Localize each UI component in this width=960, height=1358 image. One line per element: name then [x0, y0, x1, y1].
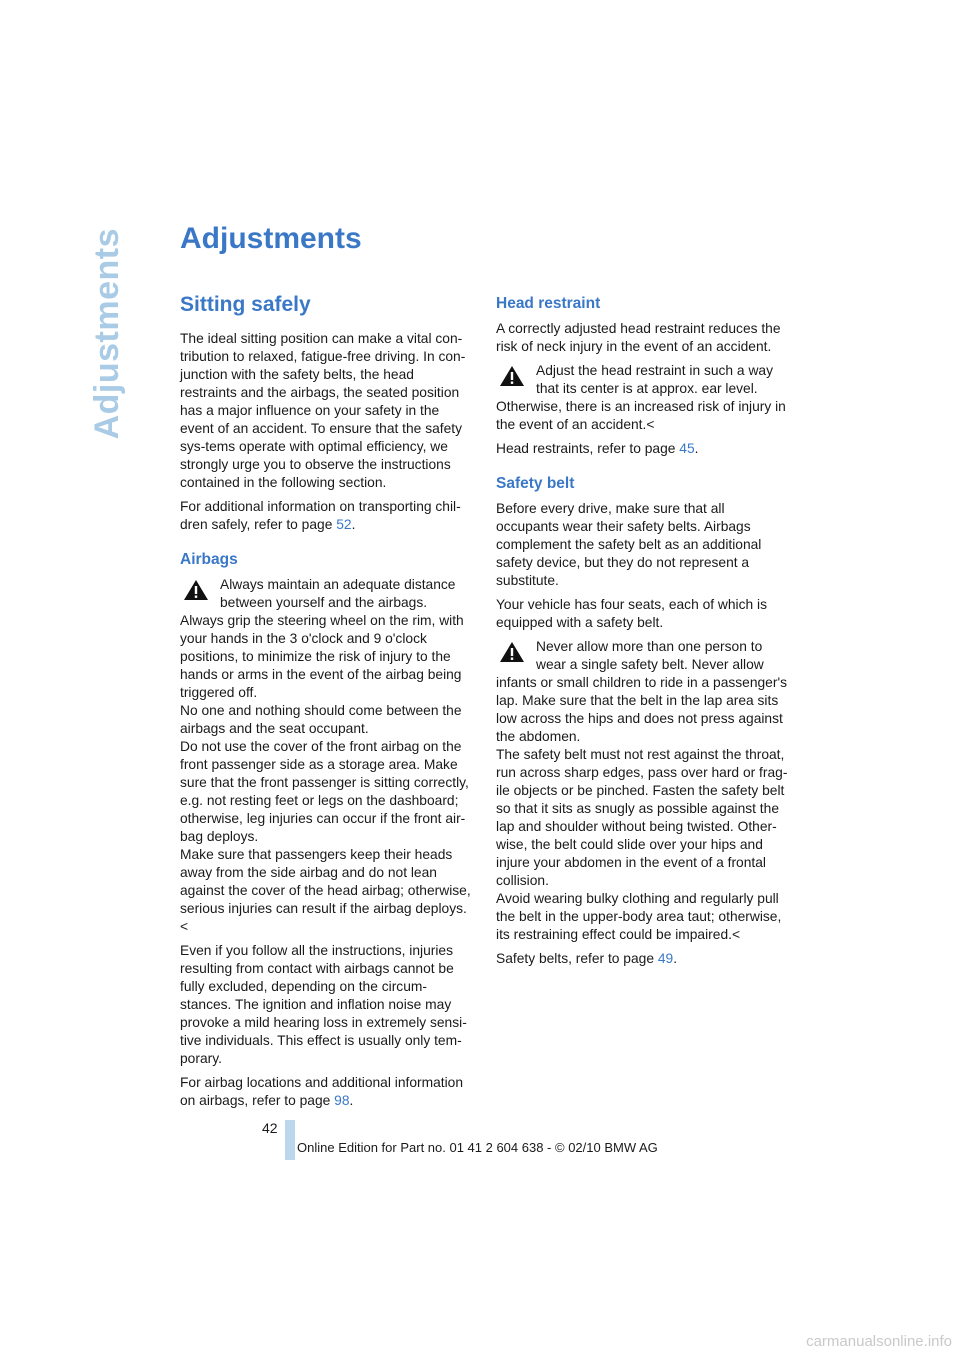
- reference-end: .: [351, 517, 356, 532]
- watermark: carmanualsonline.info: [806, 1333, 952, 1350]
- safety-belt-warning-line-2: The safety belt must not rest against the throat, run across sharp edges, pass over hard or frag-ile objects or be pinched. Fasten the safety belt so that it sits as snugly as possible against the lap and shoulder without being twisted. Other-wise, the belt could slide over your hips and injure your abdomen in the event of a frontal collision.: [496, 747, 788, 888]
- page-link-52[interactable]: 52: [336, 517, 352, 532]
- right-column: [496, 294, 789, 974]
- page-link-98[interactable]: 98: [334, 1093, 350, 1108]
- head-restraint-paragraph: A correctly adjusted head restraint reduces the risk of neck injury in the event of an accident.: [496, 321, 781, 354]
- safety-belt-warning-line-3: Avoid wearing bulky clothing and regularly pull the belt in the upper-body area taut; otherwise, its restraining effect could be impaired.<: [496, 891, 782, 942]
- reference-text: Head restraints, refer to page: [496, 441, 680, 456]
- child-safety-reference: [180, 498, 473, 534]
- page-title: Adjustments: [180, 222, 362, 255]
- head-restraint-reference: [496, 440, 789, 458]
- safety-belt-paragraph-1: Before every drive, make sure that all occupants wear their safety belts. Airbags complement the safety belt as an additional safety device, but they do not represent a substitute.: [496, 501, 762, 588]
- reference-end: .: [349, 1093, 354, 1108]
- footer-edition-text: Online Edition for Part no. 01 41 2 604 638 - © 02/10 BMW AG: [297, 1140, 658, 1155]
- safety-belt-warning: [496, 638, 789, 944]
- chapter-side-tab: Adjustments: [88, 228, 126, 440]
- page-number: 42: [262, 1120, 278, 1136]
- safety-belt-warning-line-1: Never allow more than one person to wear a single safety belt. Never allow infants or small children to ride in a passenger's lap. Make sure that the belt in the lap area sits low across the hips and does not press against the abdomen.: [496, 639, 787, 744]
- page-link-49[interactable]: 49: [657, 951, 674, 966]
- warning-triangle-icon: [498, 364, 526, 388]
- warning-triangle-icon: [182, 578, 210, 602]
- sitting-intro-paragraph: The ideal sitting position can make a vital con-tribution to relaxed, fatigue-free driving. In con-junction with the safety belts, the head restraints and the airbags, the seated position has a major influence on your safety in the event of an accident. To ensure that the safety sys-tems operate with optimal efficiency, we strongly urge you to observe the instructions contained in the following section.: [180, 331, 466, 490]
- reference-end: .: [694, 441, 699, 456]
- safety-belt-paragraph-2: Your vehicle has four seats, each of which is equipped with a safety belt.: [496, 597, 767, 630]
- page-link-45[interactable]: 45: [679, 441, 695, 456]
- reference-text: Safety belts, refer to page: [496, 951, 658, 966]
- airbags-location-reference: [180, 1074, 473, 1110]
- reference-end: .: [673, 951, 678, 966]
- reference-text: For additional information on transporting chil-dren safely, refer to page: [180, 499, 461, 532]
- subheading-airbags: Airbags: [180, 551, 238, 568]
- subheading-head-restraint: Head restraint: [496, 295, 601, 312]
- left-column: [180, 292, 473, 1116]
- footer-accent-bar: [285, 1120, 295, 1160]
- airbags-warning-line-4: Make sure that passengers keep their heads away from the side airbag and do not lean against the cover of the head airbag; otherwise, serious injuries can result if the airbag deploys.<: [180, 847, 471, 934]
- airbags-injury-paragraph: Even if you follow all the instructions, injuries resulting from contact with airbags cannot be fully excluded, depending on the circum-stances. The ignition and inflation noise may provoke a mild hearing loss in extremely sensi-tive individuals. This effect is usually only tem-porary.: [180, 943, 467, 1066]
- airbags-warning: [180, 576, 473, 936]
- warning-triangle-icon: [498, 640, 526, 664]
- airbags-warning-line-1: Always maintain an adequate distance between yourself and the airbags. Always grip the steering wheel on the rim, with your hands in the 3 o'clock and 9 o'clock positions, to minimize the risk of injury to the hands or arms in the event of the airbag being triggered off.: [180, 577, 464, 700]
- head-restraint-warning: [496, 362, 789, 434]
- safety-belt-reference: [496, 950, 789, 968]
- subheading-safety-belt: Safety belt: [496, 475, 575, 492]
- head-restraint-warning-text: Adjust the head restraint in such a way that its center is at approx. ear level. Otherwise, there is an increased risk of injury in the event of an accident.<: [496, 363, 786, 432]
- reference-text: For airbag locations and additional information on airbags, refer to page: [180, 1075, 464, 1108]
- airbags-warning-line-2: No one and nothing should come between the airbags and the seat occupant.: [180, 703, 462, 736]
- airbags-warning-line-3: Do not use the cover of the front airbag on the front passenger side as a storage area. Make sure that the front passenger is sitting correctly, e.g. not resting feet or legs on the dashboard; otherwise, leg injuries can occur if the front air-bag deploys.: [180, 739, 469, 844]
- section-heading-sitting-safely: Sitting safely: [180, 293, 311, 316]
